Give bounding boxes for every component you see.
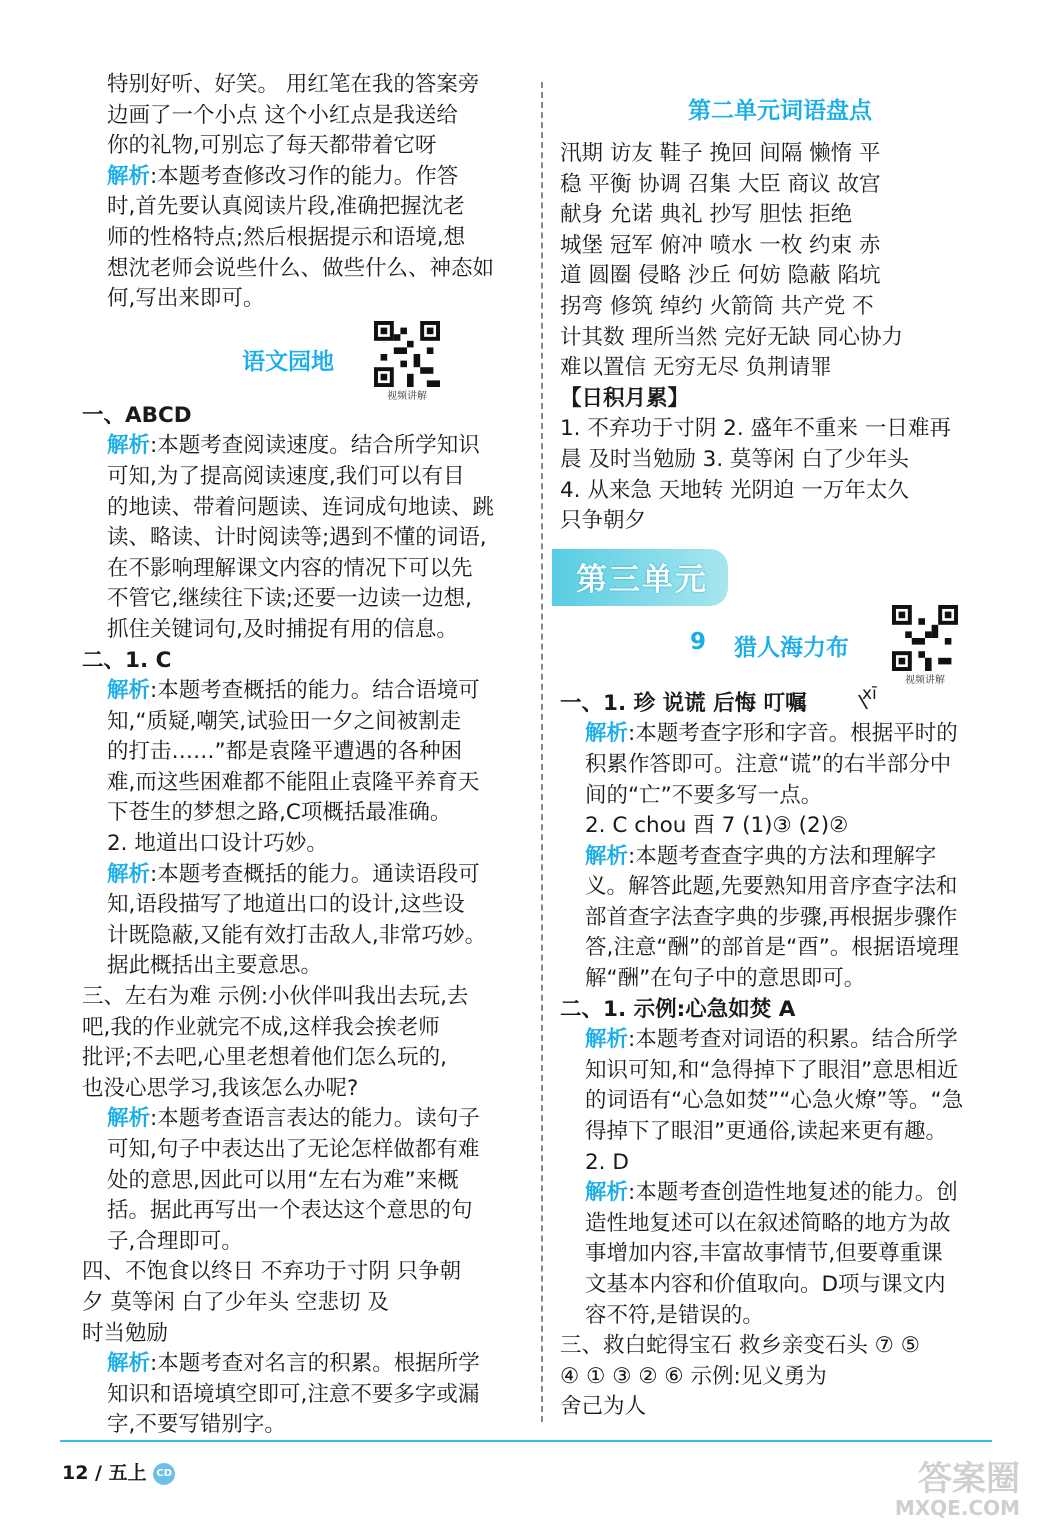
- text-line: 师的性格特点;然后根据提示和语境,想: [107, 224, 466, 250]
- text-line: 在不影响理解课文内容的情况下可以先: [107, 555, 473, 581]
- intro-answer: [82, 70, 522, 162]
- text-line: 吧,我的作业就完不成,这样我会挨老师: [82, 1014, 440, 1040]
- analysis-label: 解析: [107, 1106, 151, 1132]
- text-line: 造性地复述可以在叙述简略的地方为故: [585, 1210, 951, 1236]
- question-1-part-2: 2. C chou 酉 7 (1)③ (2)②: [585, 813, 849, 839]
- text-line: 文基本内容和价值取向。D项与课文内: [585, 1272, 946, 1297]
- question-2: 二、1. C: [82, 647, 172, 673]
- question-2-part-2: 2. D: [585, 1149, 629, 1175]
- analysis-label: 解析: [107, 163, 151, 189]
- unit-banner: 第三单元: [552, 549, 728, 606]
- rjyl-title: 【日积月累】: [560, 385, 690, 411]
- text-line: 下苍生的梦想之路,C项概括最准确。: [107, 800, 452, 826]
- text-line: 知识和语境填空即可,注意不要多字或漏: [107, 1381, 480, 1407]
- lesson-title: 猎人海力布: [734, 634, 849, 661]
- text-line: 也没心思学习,我该怎么办呢?: [82, 1075, 359, 1101]
- analysis-label: 解析: [107, 1351, 151, 1377]
- text-line: 抓住关键词句,及时捕捉有用的信息。: [107, 616, 458, 642]
- question-1-analysis: 解析:本题考查阅读速度。结合所学知识 可知,为了提高阅读速度,我们可以有目 的地读、带着问题读、连词成句地读、跳 读、略读、计时阅读等;遇到不懂的词语, 在不影响理解课文内容的情况下可以先 不管它,继续往下读;还要一边读一边想, 抓住关键词句,及时捕捉有用的信息。: [82, 431, 522, 645]
- text-line: 字,不要写错别字。: [107, 1412, 286, 1438]
- analysis-label: 解析: [107, 861, 151, 887]
- text-line: 间的“亡”不要多写一点。: [585, 782, 823, 808]
- qr-caption: 视频讲解: [387, 390, 427, 402]
- page-footer: [62, 1458, 175, 1485]
- text-line: 三、救白蛇得宝石 救乡亲变石头 ⑦ ⑤: [560, 1333, 921, 1359]
- qr-code-icon[interactable]: [892, 605, 958, 671]
- text-line: 知,“质疑,嘲笑,试验田一夕之间被割走: [107, 708, 462, 734]
- text-line: 时,首先要认真阅读片段,准确把握沈老: [107, 194, 465, 220]
- text-line: 批评;不去吧,心里老想着他们怎么玩的,: [82, 1045, 447, 1071]
- question-3: [560, 1331, 1000, 1423]
- text-line: 只争朝夕: [560, 508, 647, 534]
- analysis-label: 解析: [585, 843, 629, 869]
- text-line: 晨 及时当勉励 3. 莫等闲 白了少年头: [560, 446, 909, 472]
- text-line: 夕 莫等闲 白了少年头 空悲切 及: [82, 1289, 389, 1315]
- text-line: 读、略读、计时阅读等;遇到不懂的词语,: [107, 525, 487, 551]
- question-4-analysis: 解析:本题考查对名言的积累。根据所学 知识和语境填空即可,注意不要多字或漏 字,不要写错别字。: [82, 1349, 522, 1441]
- text-line: 义。解答此题,先要熟知用音序查字法和: [585, 874, 958, 900]
- left-column: [82, 70, 522, 1441]
- text-line: 难,而这些困难都不能阻止袁隆平养育天: [107, 769, 480, 795]
- question-2-part-2-analysis: 解析:本题考查概括的能力。通读语段可 知,语段描写了地道出口的设计,这些设 计既隐蔽,又能有效打击敌人,非常巧妙。 据此概括出主要意思。: [82, 860, 522, 982]
- text-line: 汛期 访友 鞋子 挽回 间隔 懒惰 平: [560, 141, 881, 166]
- page-number: 12 / 五上: [62, 1462, 147, 1484]
- question-4: [82, 1257, 522, 1349]
- qr-code-icon[interactable]: [374, 321, 440, 387]
- edition-badge: CD: [153, 1463, 175, 1485]
- question-3: [82, 982, 522, 1104]
- column-divider: [541, 82, 543, 1422]
- watermark-logo: 答案圈 MXQE.COM: [894, 1459, 1020, 1520]
- text-line: 三、左右为难 示例:小伙伴叫我出去玩,去: [82, 984, 469, 1010]
- rjyl-list: [560, 414, 1000, 536]
- lesson-header: [560, 609, 1000, 689]
- text-line: 特别好听、好笑。 用红笔在我的答案旁: [107, 72, 480, 97]
- text-line: 计其数 理所当然 完好无缺 同心协力: [560, 324, 904, 350]
- analysis-label: 解析: [585, 1027, 629, 1053]
- text-line: 舍己为人: [560, 1394, 647, 1420]
- intro-analysis: 解析:本题考查修改习作的能力。作答 时,首先要认真阅读片段,准确把握沈老 师的性格特点;然后根据提示和语境,想 想沈老师会说些什么、做些什么、神态如 何,写出来即可。: [82, 162, 522, 315]
- section-header-yuwenyuandi: [82, 315, 522, 401]
- text-line: 知识可知,和“急得掉下了眼泪”意思相近: [585, 1057, 959, 1083]
- text-line: 难以置信 无穷无尽 负荆请罪: [560, 355, 832, 381]
- question-2: 二、1. 示例:心急如焚 A: [560, 996, 796, 1022]
- text-line: 括。据此再写出一个表达这个意思的句: [107, 1198, 473, 1224]
- text-line: 的词语有“心急如焚”“心急火燎”等。“急: [585, 1088, 964, 1114]
- text-line: 的地读、带着问题读、连词成句地读、跳: [107, 494, 495, 520]
- question-3-analysis: 解析:本题考查语言表达的能力。读句子 可知,句子中表达出了无论怎样做都有难 处的意思,因此可以用“左右为难”来概 括。据此再写出一个表达这个意思的句 子,合理即可。: [82, 1104, 522, 1257]
- question-2-analysis: 解析:本题考查对词语的积累。结合所学 知识可知,和“急得掉下了眼泪”意思相近 的词语有“心急如焚”“心急火燎”等。“急 得掉下了眼泪”更通俗,读起来更有趣。: [560, 1025, 1000, 1147]
- text-line: 四、不饱食以终日 不弃功于寸阴 只争朝: [82, 1259, 462, 1285]
- text-line: 部首查字法查字典的步骤,再根据步骤作: [585, 904, 958, 930]
- analysis-label: 解析: [107, 678, 151, 704]
- text-line: 不管它,继续往下读;还要一边读一边想,: [107, 586, 472, 612]
- question-2-part-2-analysis: 解析:本题考查创造性地复述的能力。创 造性地复述可以在叙述简略的地方为故 事增加内容,丰富故事情节,但要尊重课 文基本内容和价值取向。D项与课文内 容不符,是错误的。: [560, 1178, 1000, 1331]
- text-line: 1. 不弃功于寸阴 2. 盛年不重来 一日难再: [560, 416, 951, 442]
- text-line: 4. 从来急 天地转 光阴迫 一万年太久: [560, 477, 909, 503]
- analysis-label: 解析: [585, 721, 629, 747]
- text-line: 可知,句子中表达出了无论怎样做都有难: [107, 1137, 480, 1162]
- text-line: 献身 允诺 典礼 抄写 胆怯 拒绝: [560, 202, 853, 228]
- text-line: 的打击……”都是袁隆平遭遇的各种困: [107, 739, 463, 765]
- vocab-title: 第二单元词语盘点: [688, 98, 872, 124]
- section-title: 语文园地: [242, 348, 334, 375]
- question-1: 一、ABCD: [82, 402, 192, 428]
- text-line: 稳 平衡 协调 召集 大臣 商议 故宫: [560, 171, 881, 197]
- text-line: 拐弯 修筑 绰约 火箭筒 共产党 不: [560, 293, 874, 319]
- question-2-analysis: 解析:本题考查概括的能力。结合语境可 知,“质疑,嘲笑,试验田一夕之间被割走 的打击……”都是袁隆平遭遇的各种困 难,而这些困难都不能阻止袁隆平养育天 下苍生的梦想之路,C项概括最准确。: [82, 676, 522, 829]
- text-line: 子,合理即可。: [107, 1228, 243, 1254]
- text-line: 积累作答即可。注意“谎”的右半部分中: [585, 751, 952, 777]
- text-line: 边画了一个小点 这个小红点是我送给: [107, 102, 458, 128]
- text-line: 得掉下了眼泪”更通俗,读起来更有趣。: [585, 1119, 947, 1145]
- analysis-label: 解析: [585, 1180, 629, 1206]
- text-line: 你的礼物,可别忘了每天都带着它呀: [107, 133, 437, 159]
- right-column: [560, 70, 1000, 1423]
- footer-rule: [60, 1440, 992, 1442]
- text-line: 计既隐蔽,又能有效打击敌人,非常巧妙。: [107, 922, 487, 948]
- text-line: 容不符,是错误的。: [585, 1302, 764, 1328]
- text-line: 处的意思,因此可以用“左右为难”来概: [107, 1167, 459, 1193]
- analysis-label: 解析: [107, 433, 151, 459]
- pinyin-mark: xī: [862, 683, 877, 704]
- qr-caption: 视频讲解: [905, 674, 945, 686]
- text-line: 道 圆圈 侵略 沙丘 何妨 隐蔽 陷坑: [560, 263, 881, 289]
- text-line: 时当勉励: [82, 1320, 169, 1346]
- text-line: ④ ① ③ ② ⑥ 示例:见义勇为: [560, 1363, 827, 1389]
- text-line: 城堡 冠军 俯冲 喷水 一枚 约束 赤: [560, 232, 881, 258]
- question-1: 一、1. 珍 说谎 后悔 叮嘱 xī: [560, 689, 1000, 720]
- text-line: 答,注意“酬”的部首是“酉”。根据语境理: [585, 935, 959, 961]
- question-1-part-2-analysis: 解析:本题考查查字典的方法和理解字 义。解答此题,先要熟知用音序查字法和 部首查字法查字典的步骤,再根据步骤作 答,注意“酬”的部首是“酉”。根据语境理 解“酬”在句子中的意思即可。: [560, 842, 1000, 995]
- text-line: 何,写出来即可。: [107, 286, 265, 312]
- text-line: 想沈老师会说些什么、做些什么、神态如: [107, 255, 495, 281]
- text-line: 据此概括出主要意思。: [107, 953, 323, 979]
- text-line: 可知,为了提高阅读速度,我们可以有目: [107, 463, 465, 489]
- lesson-number: 9: [690, 628, 707, 655]
- question-1-analysis: 解析:本题考查字形和字音。根据平时的 积累作答即可。注意“谎”的右半部分中 间的“亡”不要多写一点。: [560, 719, 1000, 811]
- vocab-list: [560, 139, 1000, 384]
- text-line: 知,语段描写了地道出口的设计,这些设: [107, 892, 465, 918]
- text-line: 解“酬”在句子中的意思即可。: [585, 966, 866, 992]
- text-line: 事增加内容,丰富故事情节,但要尊重课: [585, 1241, 943, 1267]
- question-2-part-2: 2. 地道出口设计巧妙。: [107, 831, 328, 857]
- unit-banner-row: [560, 537, 1000, 609]
